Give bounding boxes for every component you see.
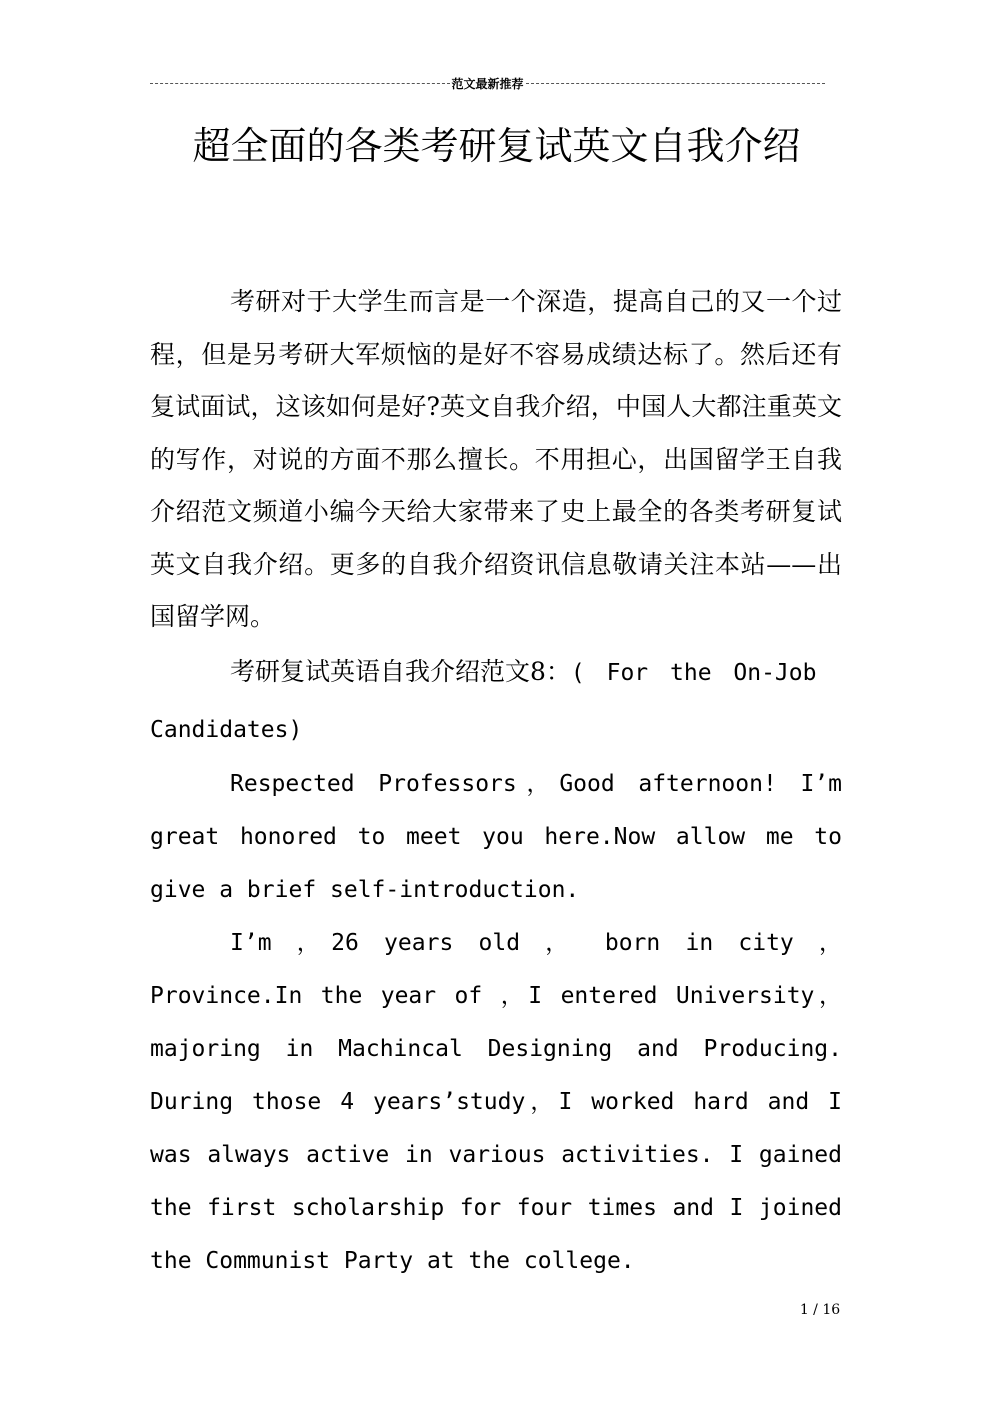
- header-rule-left: [150, 83, 450, 84]
- page-header: [150, 74, 825, 92]
- sample-heading: [150, 644, 842, 758]
- header-label: 范文最新推荐: [451, 76, 524, 91]
- body-paragraph: Respected Professors，Good afternoon! I’m great honored to meet you here.Now allow me to give a brief self-introduction.: [150, 770, 842, 903]
- body-paragraph: I’m ，26 years old ， born in city ，Province.In the year of ，I entered University，majoring in Machincal Designing and Producing. During those 4 years’study，I worked hard and I was always active in various activities. I gained the first scholarship for four times and I joined the Communist Party at the college.: [150, 929, 842, 1274]
- sample-heading-cn: 考研复试英语自我介绍范文8：: [230, 656, 571, 686]
- document-title: 超全面的各类考研复试英文自我介绍: [192, 124, 801, 168]
- document-body: [150, 276, 842, 1288]
- intro-paragraph: 考研对于大学生而言是一个深造，提高自己的又一个过程，但是另考研大军烦恼的是好不容易成绩达标了。然后还有复试面试，这该如何是好?英文自我介绍，中国人大都注重英文的写作，对说的方面不那么擅长。不用担心，出国留学王自我介绍范文频道小编今天给大家带来了史上最全的各类考研复试英文自我介绍。更多的自我介绍资讯信息敬请关注本站——出国留学网。: [150, 287, 842, 631]
- page-number: 1 / 16: [799, 1302, 841, 1318]
- sample-heading-en: ( For the On-Job Candidates): [150, 659, 817, 743]
- header-rule-right: [526, 83, 826, 84]
